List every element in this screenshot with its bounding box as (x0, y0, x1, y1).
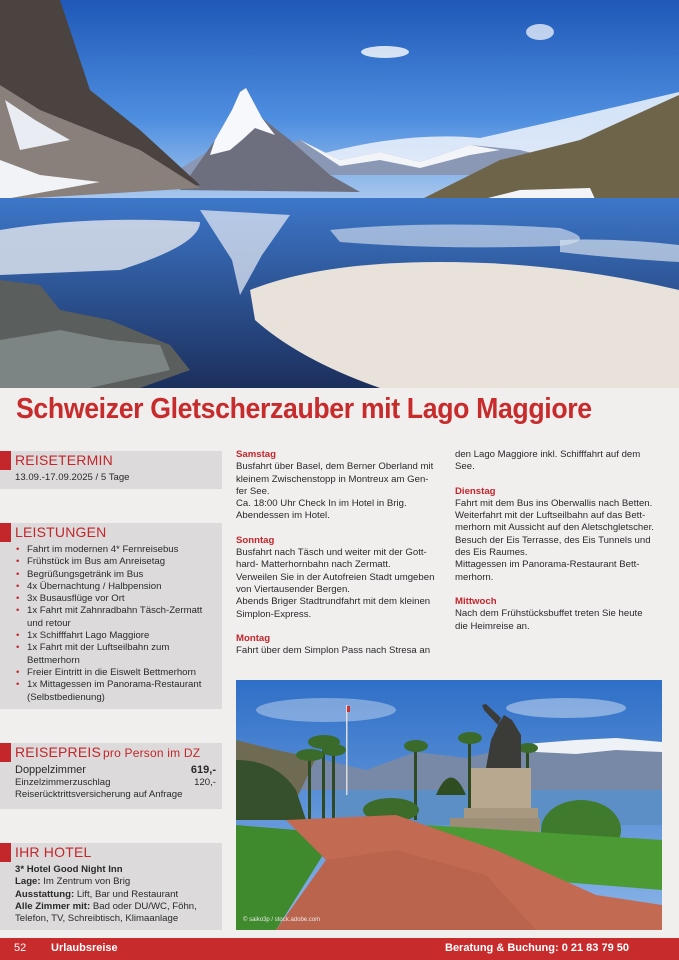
leistungen-heading: LEISTUNGEN (15, 524, 107, 540)
list-item: • 3x Busausflüge vor Ort (16, 593, 125, 605)
day-text: Fahrt über dem Simplon Pass nach Stresa an (236, 645, 431, 657)
day-text: kleinem Zwischenstopp in Montreux am Gen- (236, 473, 429, 485)
hotel-zimmer-cont: Telefon, TV, Schreibtisch, Klimaanlage (15, 913, 179, 925)
day-text: Busfahrt nach Täsch und weiter mit der Gott- (236, 547, 427, 559)
list-item: • 1x Schifffahrt Lago Maggiore (16, 630, 150, 642)
leistungen-box (0, 523, 222, 709)
reisetermin-heading: REISETERMIN (15, 452, 113, 468)
reisepreis-box (0, 743, 222, 809)
day-text: Simplon-Express. (236, 608, 312, 620)
price-label: Einzelzimmerzuschlag (15, 777, 111, 788)
day-text: Ca. 18:00 Uhr Check In im Hotel in Brig. (236, 498, 407, 510)
list-item: • Fahrt im modernen 4* Fernreisebus (16, 544, 179, 555)
reisepreis-heading (15, 744, 200, 760)
section-marker (0, 523, 11, 542)
section-marker (0, 843, 11, 862)
day-text: die Heimreise an. (455, 620, 530, 632)
price-row (15, 764, 216, 777)
section-marker (0, 451, 11, 470)
leistungen-list (15, 544, 215, 704)
reisepreis-subheading: pro Person im DZ (103, 746, 201, 760)
section-marker (0, 743, 11, 762)
day-text: von Viertausender Bergen. (236, 583, 350, 595)
price-row (15, 777, 216, 789)
day-text: Busfahrt über Basel, dem Berner Oberland mit (236, 461, 434, 473)
day-heading: Sonntag (236, 534, 275, 546)
photo-credit: © saiko3p / stock.adobe.com (243, 917, 321, 923)
day-text: See. (455, 461, 475, 473)
day-heading: Samstag (236, 449, 276, 460)
price-label: Doppelzimmer (15, 764, 86, 776)
day-text: Verweilen Sie in der Autofreien Stadt umgeben (236, 571, 435, 583)
day-text: hard- Matterhornbahn nach Zermatt. (236, 559, 391, 571)
page-footer (0, 938, 679, 960)
hotel-lage: Lage: Im Zentrum von Brig (15, 876, 131, 888)
day-text: Abends Briger Stadtrundfahrt mit dem kleinen (236, 596, 431, 608)
day-text: Mittagessen im Panorama-Restaurant Bett- (455, 559, 640, 571)
hero-photo-matterhorn (0, 0, 679, 388)
list-item: • 1x Fahrt mit der Luftseilbahn zum Bettmerhorn (16, 642, 170, 666)
day-text: des Eis Raumes. (455, 547, 528, 559)
list-item: • Begrüßungsgetränk im Bus (16, 568, 144, 580)
hotel-zimmer: Alle Zimmer mit: Bad oder DU/WC, Föhn, (15, 900, 197, 912)
program-column-1 (236, 449, 446, 657)
insurance-note: Reiserücktrittsversicherung auf Anfrage (15, 789, 183, 800)
price-value: 120,- (194, 777, 216, 788)
footer-section: Urlaubsreise (51, 942, 118, 954)
reisetermin-text: 13.09.-17.09.2025 / 5 Tage (15, 472, 130, 483)
price-value: 619,- (190, 764, 216, 776)
day-heading: Dienstag (455, 485, 496, 497)
list-item: • 4x Übernachtung / Halbpension (16, 580, 162, 592)
reisetermin-box (0, 451, 222, 489)
day-text: fer See. (236, 485, 270, 497)
hotel-ausstattung: Ausstattung: Lift, Bar und Restaurant (15, 888, 179, 900)
hotel-name: 3* Hotel Good Night Inn (15, 864, 123, 875)
day-text: den Lago Maggiore inkl. Schifffahrt auf dem (455, 449, 641, 460)
list-item: • Freier Eintritt in die Eiswelt Bettmerhorn (16, 666, 197, 678)
footer-contact: Beratung & Buchung: 0 21 83 79 50 (445, 942, 629, 954)
reisepreis-title: REISEPREIS (15, 744, 102, 760)
day-text: Nach dem Frühstücksbuffet treten Sie heute (455, 608, 643, 620)
list-item: • 1x Fahrt mit Zahnradbahn Täsch-Zermatt und retour (16, 605, 203, 629)
list-item: • Frühstück im Bus am Anreisetag (16, 556, 166, 568)
day-heading: Mittwoch (455, 595, 497, 607)
hotel-box (0, 843, 222, 930)
program-column-2 (455, 449, 667, 633)
day-text: merhorn. (455, 571, 494, 583)
hotel-details (15, 864, 220, 925)
page-title: Schweizer Gletscherzauber mit Lago Maggiore (16, 393, 592, 425)
page-number: 52 (14, 942, 27, 954)
list-item: • 1x Mittagessen im Panorama-Restaurant (Selbstbedienung) (16, 679, 202, 703)
day-text: Besuch der Eis Terrasse, des Eis Tunnels und (455, 534, 651, 546)
lago-maggiore-photo (236, 680, 662, 930)
hotel-heading: IHR HOTEL (15, 844, 92, 860)
day-heading: Montag (236, 632, 271, 644)
day-text: Weiterfahrt mit der Luftseilbahn auf das Bett- (455, 510, 646, 522)
day-text: Abendessen im Hotel. (236, 510, 330, 522)
day-text: Fahrt mit dem Bus ins Oberwallis nach Betten. (455, 497, 653, 509)
day-text: merhorn mit Aussicht auf den Aletschgletscher. (455, 522, 654, 534)
